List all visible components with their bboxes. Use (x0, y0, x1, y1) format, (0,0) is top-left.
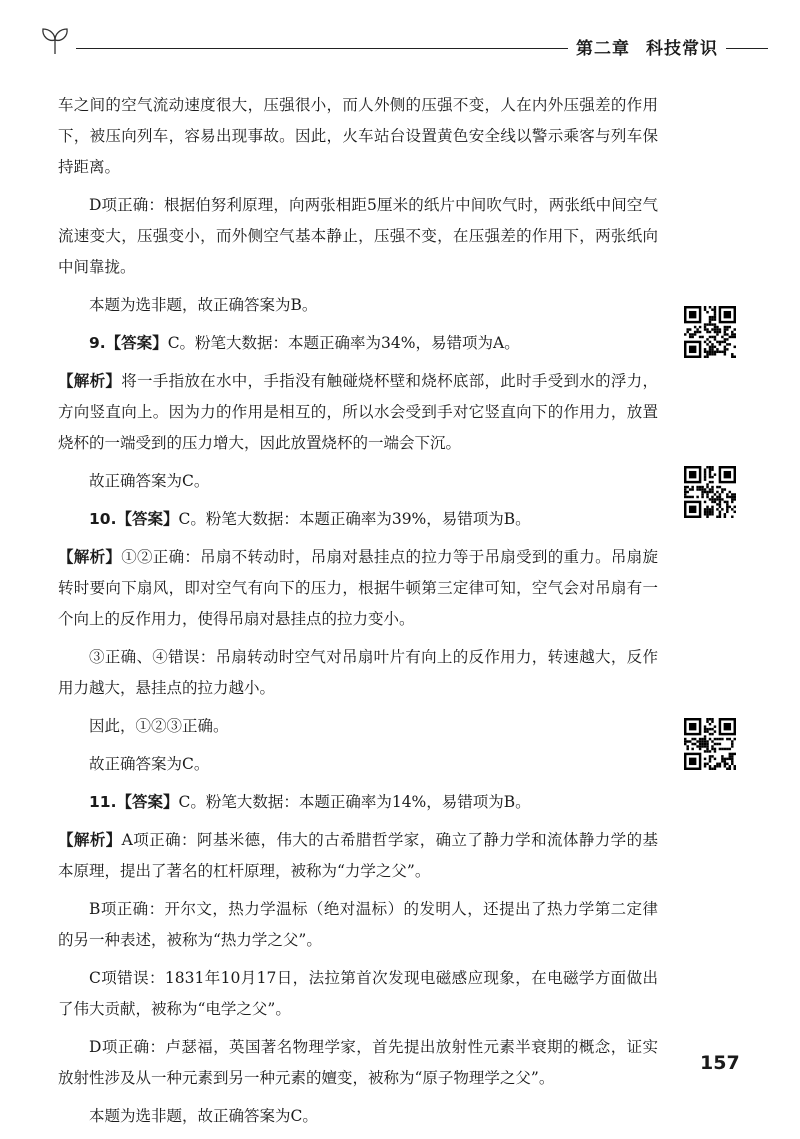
answer-paragraph (58, 787, 658, 818)
paragraph-text: 故正确答案为C。 (89, 755, 210, 773)
chapter-title (576, 34, 718, 59)
answer-label: 【解析】 (58, 372, 122, 390)
text-paragraph (58, 1032, 658, 1094)
paragraph-text: A项正确：阿基米德，伟大的古希腊哲学家，确立了静力学和流体静力学的基本原理，提出了著名的杠杆原理，被称为“力学之父”。 (58, 831, 658, 880)
qr-code-icon[interactable] (684, 718, 736, 770)
qr-code-icon[interactable] (684, 306, 736, 358)
answer-paragraph (58, 542, 658, 635)
answer-paragraph (58, 825, 658, 887)
answer-label: 【解析】 (58, 831, 122, 849)
text-paragraph (58, 466, 658, 497)
answer-paragraph (58, 504, 658, 535)
header-rule-right (726, 48, 768, 49)
paragraph-text: 因此，①②③正确。 (89, 717, 229, 735)
answer-paragraph (58, 366, 658, 459)
paragraph-text: C。粉笔大数据：本题正确率为39%，易错项为B。 (178, 510, 531, 528)
answer-label: 10.【答案】 (89, 510, 179, 528)
text-paragraph (58, 642, 658, 704)
text-paragraph (58, 190, 658, 283)
paragraph-text: ③正确、④错误：吊扇转动时空气对吊扇叶片有向上的反作用力，转速越大，反作用力越大，悬挂点的拉力越小。 (58, 648, 658, 697)
text-paragraph (58, 894, 658, 956)
chapter-label: 第二章 (576, 39, 630, 59)
paragraph-text: C。粉笔大数据：本题正确率为14%，易错项为B。 (178, 793, 531, 811)
section-label: 科技常识 (646, 39, 718, 59)
paragraph-text: 故正确答案为C。 (89, 472, 210, 490)
paragraph-text: D项正确：卢瑟福，英国著名物理学家，首先提出放射性元素半衰期的概念，证实放射性涉及从一种元素到另一种元素的嬗变，被称为“原子物理学之父”。 (58, 1038, 658, 1087)
page-number: 157 (700, 1052, 740, 1074)
qr-code-icon[interactable] (684, 466, 736, 518)
leaf-icon (38, 26, 72, 56)
paragraph-text: 车之间的空气流动速度很大，压强很小，而人外侧的压强不变，人在内外压强差的作用下，被压向列车，容易出现事故。因此，火车站台设置黄色安全线以警示乘客与列车保持距离。 (58, 96, 658, 176)
header-rule (76, 48, 568, 49)
paragraph-text: ①②正确：吊扇不转动时，吊扇对悬挂点的拉力等于吊扇受到的重力。吊扇旋转时要向下扇风，即对空气有向下的压力，根据牛顿第三定律可知，空气会对吊扇有一个向上的反作用力，使得吊扇对悬挂点的拉力变小。 (58, 548, 658, 628)
answer-paragraph (58, 328, 658, 359)
text-paragraph (58, 749, 658, 780)
paragraph-text: D项正确：根据伯努利原理，向两张相距5厘米的纸片中间吹气时，两张纸中间空气流速变大，压强变小，而外侧空气基本静止，压强不变，在压强差的作用下，两张纸向中间靠拢。 (58, 196, 658, 276)
text-paragraph (58, 963, 658, 1025)
text-paragraph (58, 711, 658, 742)
paragraph-text: 本题为选非题，故正确答案为B。 (89, 296, 318, 314)
paragraph-text: 本题为选非题，故正确答案为C。 (89, 1107, 318, 1125)
paragraph-text: B项正确：开尔文，热力学温标（绝对温标）的发明人，还提出了热力学第二定律的另一种表述，被称为“热力学之父”。 (58, 900, 658, 949)
text-paragraph (58, 90, 658, 183)
text-paragraph (58, 290, 658, 321)
text-paragraph (58, 1101, 658, 1132)
answer-label: 【解析】 (58, 548, 122, 566)
answer-explanations (58, 90, 658, 1139)
page-header (38, 26, 768, 59)
paragraph-text: C项错误：1831年10月17日，法拉第首次发现电磁感应现象，在电磁学方面做出了伟大贡献，被称为“电学之父”。 (58, 969, 658, 1018)
paragraph-text: 将一手指放在水中，手指没有触碰烧杯壁和烧杯底部，此时手受到水的浮力，方向竖直向上。因为力的作用是相互的，所以水会受到手对它竖直向下的作用力，放置烧杯的一端受到的压力增大，因此放置烧杯的一端会下沉。 (58, 372, 658, 452)
answer-label: 9.【答案】 (89, 334, 168, 352)
answer-label: 11.【答案】 (89, 793, 179, 811)
paragraph-text: C。粉笔大数据：本题正确率为34%，易错项为A。 (167, 334, 520, 352)
